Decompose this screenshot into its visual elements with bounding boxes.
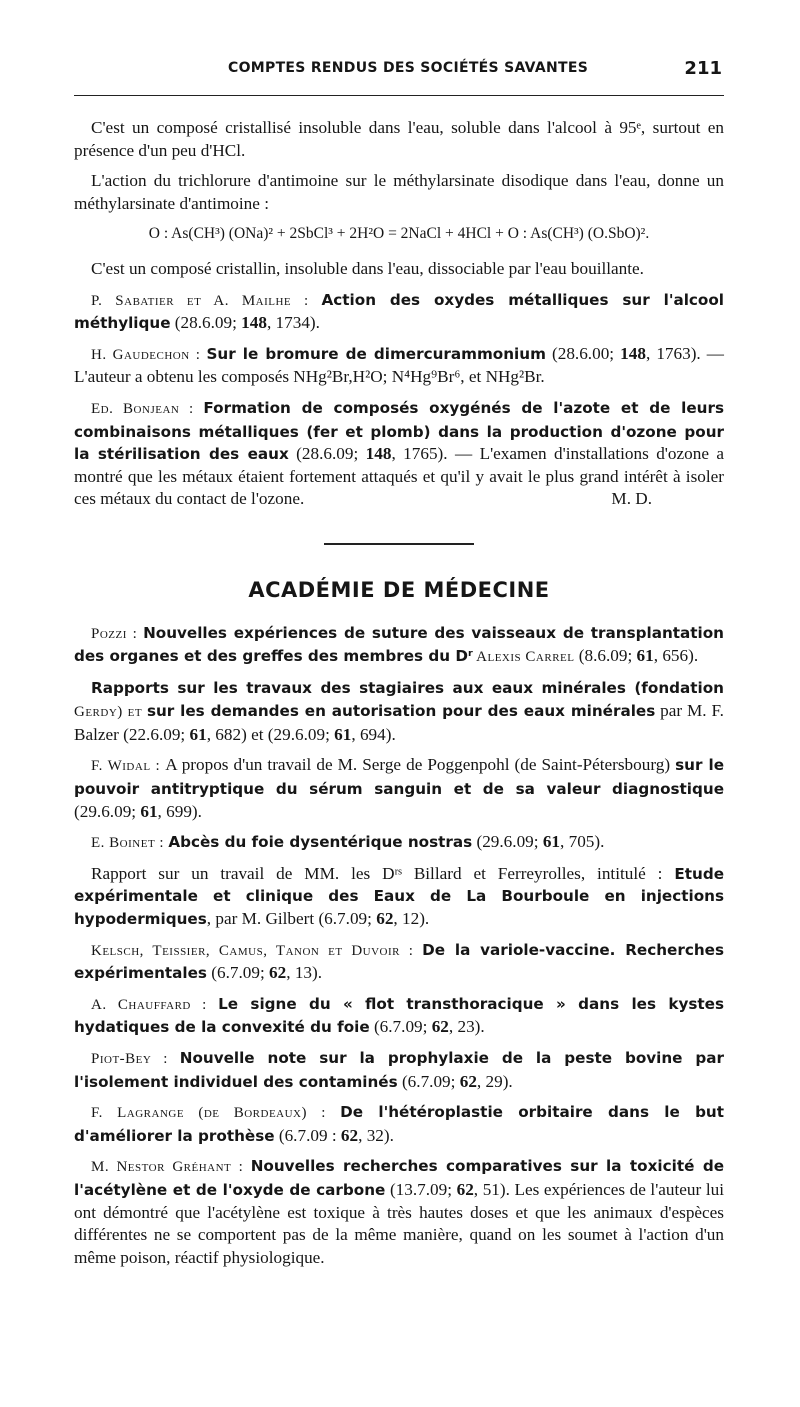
entry-title: sur les demandes en autorisation pour des eaux minérales xyxy=(146,702,656,721)
entry-volume: 61 xyxy=(189,724,207,744)
paragraph: L'action du trichlorure d'antimoine sur le méthylarsinate disodique dans l'eau, donne un méthylarsinate d'antimoine : xyxy=(74,171,724,213)
entry-ref: , 699). xyxy=(157,801,202,821)
entry-title: Le signe du « flot transthoracique » dans les kystes hydatiques de la convexité du foie xyxy=(74,994,724,1037)
entry-ref: , 705). xyxy=(560,832,605,852)
section-divider xyxy=(324,543,474,545)
entry-author: Piot-Bey : xyxy=(91,1051,180,1067)
entry-title: Nouvelles recherches comparatives sur la toxicité de l'acétylène et de l'oxyde de carbone xyxy=(74,1157,724,1199)
entry-author: Pozzi : xyxy=(91,625,144,642)
entry-title: Action des oxydes métalliques sur l'alcool méthylique xyxy=(74,290,725,333)
entry-ref: (28.6.09; xyxy=(288,444,366,464)
entry-billard xyxy=(74,863,724,931)
entry-text: Rapport sur un travail de MM. les Dʳˢ Billard et Ferreyrolles, intitulé : xyxy=(91,863,675,883)
entry-boinet xyxy=(74,831,724,855)
entry-ref: (28.6.09; xyxy=(170,313,242,333)
entry-sabatier xyxy=(74,289,724,335)
entry-ref: , 32). xyxy=(358,1125,394,1145)
entry-ref: , 23). xyxy=(448,1017,485,1037)
entry-ref: (28.6.00; xyxy=(545,343,621,363)
entry-volume: 61 xyxy=(636,646,654,666)
entry-author: E. Boinet : xyxy=(91,835,169,852)
page-number: 211 xyxy=(684,58,722,79)
entry-author: H. Gaudechon : xyxy=(91,346,207,363)
entry-ref: (6.7.09; xyxy=(206,963,270,983)
entry-volume: 148 xyxy=(620,343,646,363)
entry-title: De l'hétéroplastie orbitaire dans le but d'améliorer la prothèse xyxy=(74,1103,725,1145)
entry-volume: 62 xyxy=(376,909,394,929)
entry-title: Rapports sur les travaux des stagiaires aux eaux minérales (fondation xyxy=(91,678,724,697)
entry-ref: (6.7.09; xyxy=(369,1017,432,1037)
entry-ref: (8.6.09; xyxy=(574,646,637,666)
running-title: COMPTES RENDUS DES SOCIÉTÉS SAVANTES xyxy=(228,60,589,76)
entry-title: Sur le bromure de dimercurammonium xyxy=(206,344,546,363)
header-rule xyxy=(74,95,724,96)
entry-volume: 148 xyxy=(365,444,392,464)
entry-gaudechon xyxy=(74,343,724,389)
entry-ref: , 13). xyxy=(286,963,323,983)
entry-author: M. Nestor Gréhant : xyxy=(91,1159,251,1176)
entry-ref: , 682) et (29.6.09; xyxy=(206,724,335,744)
entry-chauffard xyxy=(74,993,724,1039)
entry-author: A. Chauffard : xyxy=(91,996,219,1013)
entry-title: Etude expérimentale et clinique des Eaux de La Bourboule en injections hypodermiques xyxy=(74,864,724,929)
entry-title: Formation de composés oxygénés de l'azote et de leurs combinaisons métalliques (fer et plomb) dans la production d'ozone pour la stérilisation des eaux xyxy=(74,398,724,464)
paragraph: C'est un composé cristallin, insoluble dans l'eau, dissociable par l'eau bouillante. xyxy=(91,258,644,278)
entry-ref: , 656). xyxy=(653,646,699,666)
entry-ref: , 1734). xyxy=(266,313,320,333)
entry-widal xyxy=(74,754,724,823)
entry-volume: 62 xyxy=(456,1179,474,1199)
entry-author: P. Sabatier et A. Mailhe : xyxy=(91,292,322,309)
entry-ref: (29.6.09; xyxy=(74,801,141,821)
entry-ref: , 29). xyxy=(476,1071,513,1091)
entry-volume: 62 xyxy=(431,1017,449,1037)
entry-bonjean xyxy=(74,397,724,511)
entry-ref: , 694). xyxy=(351,724,396,744)
entry-ref: , 1765). — L'examen d'installations d'ozone a montré que les métaux étaient fortement attaqués et qu'il y avait le plus grand intérêt à isoler ces métaux du contact de l'ozone. xyxy=(74,444,724,509)
section-title: ACADÉMIE DE MÉDECINE xyxy=(248,577,550,602)
entry-person: Gerdy) et xyxy=(74,704,147,721)
entry-piot-bey xyxy=(74,1047,724,1093)
entry-ref: , 51). Les expériences de l'auteur lui ont démontré que l'acétylène est toxique à très hautes doses et que les animaux d'espèces différentes ne se comportent pas de la même manière, quand on les soumet à l'action d'un même poison, réactif physiologique. xyxy=(74,1179,724,1267)
entry-volume: 61 xyxy=(140,801,158,821)
entry-title: Abcès du foie dysentérique nostras xyxy=(168,833,473,852)
paragraph: C'est un composé cristallisé insoluble dans l'eau, soluble dans l'alcool à 95ᵉ, surtout en présence d'un peu d'HCl. xyxy=(74,118,724,160)
entry-ref: , par M. Gilbert (6.7.09; xyxy=(206,909,377,929)
entry-title: Nouvelles expériences de suture des vaisseaux de transplantation des organes et des greffes des membres du Dʳ xyxy=(74,623,724,666)
entry-title: sur le pouvoir antitryptique du sérum sanguin et de sa valeur diagnostique xyxy=(74,756,725,799)
entry-ref: , 12). xyxy=(393,909,430,929)
entry-volume: 61 xyxy=(334,724,352,744)
entry-ref: par M. F. Balzer (22.6.09; xyxy=(74,701,724,744)
entry-author: Ed. Bonjean : xyxy=(91,400,204,417)
entry-grehant xyxy=(74,1155,724,1269)
entry-author: F. Widal : xyxy=(91,758,166,775)
entry-text: A propos d'un travail de M. Serge de Poggenpohl (de Saint-Pétersbourg) xyxy=(165,755,676,775)
entry-ref: (29.6.09; xyxy=(472,832,543,852)
entry-kelsch xyxy=(74,939,724,985)
entry-lagrange xyxy=(74,1101,724,1147)
entry-title: Nouvelle note sur la prophylaxie de la peste bovine par l'isolement individuel des contaminés xyxy=(74,1049,724,1091)
entry-ref: (13.7.09; xyxy=(385,1179,457,1199)
signature: M. D. xyxy=(611,489,652,509)
entry-rapports xyxy=(74,677,724,747)
entry-volume: 62 xyxy=(459,1071,477,1091)
entry-title: De la variole-vaccine. Recherches expérimentales xyxy=(74,940,724,983)
chemical-equation: O : As(CH³) (ONa)² + 2SbCl³ + 2H²O = 2NaCl + 4HCl + O : As(CH³) (O.SbO)². xyxy=(148,225,650,243)
entry-volume: 148 xyxy=(241,313,267,333)
article-body xyxy=(74,117,724,1277)
entry-ref: (6.7.09; xyxy=(397,1071,460,1091)
running-header xyxy=(74,60,724,82)
entry-pozzi xyxy=(74,622,724,669)
entry-volume: 62 xyxy=(269,963,287,983)
entry-ref: (6.7.09 : xyxy=(274,1125,341,1145)
entry-author: Kelsch, Teissier, Camus, Tanon et Duvoir : xyxy=(91,942,423,959)
entry-volume: 62 xyxy=(340,1125,359,1145)
entry-author: F. Lagrange (de Bordeaux) : xyxy=(91,1105,341,1122)
entry-volume: 61 xyxy=(542,832,561,852)
entry-person: Alexis Carrel xyxy=(472,649,575,666)
entry-ref: , 1763). — L'auteur a obtenu les composés NHg²Br,H²O; N⁴Hg⁹Br⁶, et NHg²Br. xyxy=(74,343,724,387)
